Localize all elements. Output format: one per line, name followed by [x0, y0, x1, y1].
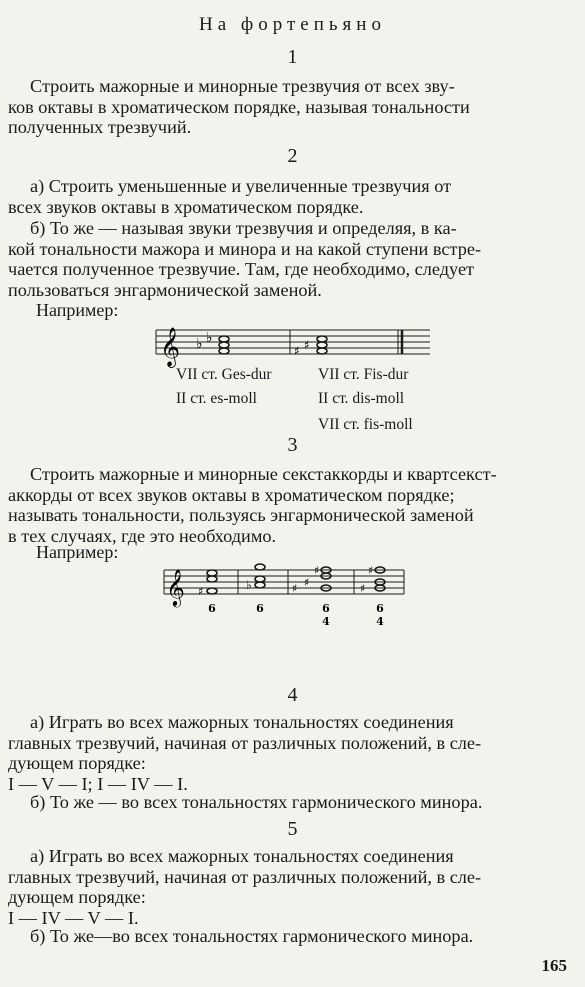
example-caption: VII ст. Ges-dur	[176, 366, 272, 383]
section-number-2: 2	[287, 145, 298, 167]
example-label-2: Например:	[36, 300, 119, 320]
page-number: 165	[541, 956, 567, 975]
section-4-paragraph-a: а) Играть во всех мажорных тональностях соединения главных трезвучий, начиная от различных положений, в сле- дующем порядке: I — V — I; I — IV — I.	[8, 712, 482, 794]
flat-icon: ♭	[246, 578, 252, 592]
svg-text:♯: ♯	[360, 582, 366, 595]
figured-bass: 6	[322, 602, 330, 615]
figured-bass: 6	[208, 602, 216, 615]
svg-text:♯: ♯	[314, 564, 320, 577]
section-number-4: 4	[287, 684, 298, 706]
figured-bass: 4	[322, 615, 330, 628]
figured-bass: 6	[376, 602, 384, 615]
svg-text:♯: ♯	[304, 576, 310, 589]
music-staff-example-1	[150, 318, 440, 370]
example-caption: VII ст. Fis-dur	[318, 366, 409, 383]
section-5-paragraph-b: б) То же—во всех тональностях гармонического минора.	[30, 926, 474, 946]
flat-icon: ♭	[196, 336, 203, 352]
page-title: На фортепьяно	[199, 14, 386, 35]
svg-text:♯: ♯	[292, 582, 298, 595]
section-3-paragraph: Строить мажорные и минорные секстаккорды и квартсекст- аккорды от всех звуков октавы в хроматическом порядке; называть тональности, пользуясь энгармонической заменой в тех случаях, где это необходимо.	[8, 464, 497, 546]
section-1-paragraph: Строить мажорные и минорные трезвучия от всех зву- ков октавы в хроматическом порядке, называя тональности полученных трезвучий.	[8, 76, 470, 137]
figured-bass: 4	[376, 615, 384, 628]
example-caption: VII ст. fis-moll	[318, 416, 413, 433]
treble-clef-icon: 𝄞	[160, 327, 181, 367]
section-2-paragraph-b: б) То же — называя звуки трезвучия и определяя, в ка- кой тональности мажора и минора и на какой ступени встре- чается полученное трезвучие. Там, где необходимо, следует пользоваться энгармонической заменой.	[8, 218, 482, 300]
section-number-1: 1	[287, 46, 298, 68]
section-2-paragraph-a: а) Строить уменьшенные и увеличенные трезвучия от всех звуков октавы в хроматическом порядке.	[8, 176, 452, 217]
treble-clef-icon: 𝄞	[166, 568, 185, 606]
section-number-3: 3	[287, 434, 298, 456]
svg-text:♯: ♯	[304, 338, 310, 352]
example-caption: II ст. dis-moll	[318, 390, 405, 407]
section-5-paragraph-a: а) Играть во всех мажорных тональностях соединения главных трезвучий, начиная от различных положений, в сле- дующем порядке: I — IV — V — I.	[8, 846, 482, 928]
svg-text:♯: ♯	[368, 564, 374, 577]
sharp-icon: ♯	[294, 344, 300, 358]
section-4-paragraph-b: б) То же — во всех тональностях гармонического минора.	[30, 792, 483, 812]
figured-bass: 6	[256, 602, 264, 615]
example-caption: II ст. es-moll	[176, 390, 257, 407]
example-label-3: Например:	[36, 542, 119, 562]
svg-text:♭: ♭	[206, 330, 213, 346]
music-staff-example-2	[160, 560, 410, 630]
section-number-5: 5	[287, 818, 298, 840]
sharp-icon: ♯	[198, 585, 204, 598]
